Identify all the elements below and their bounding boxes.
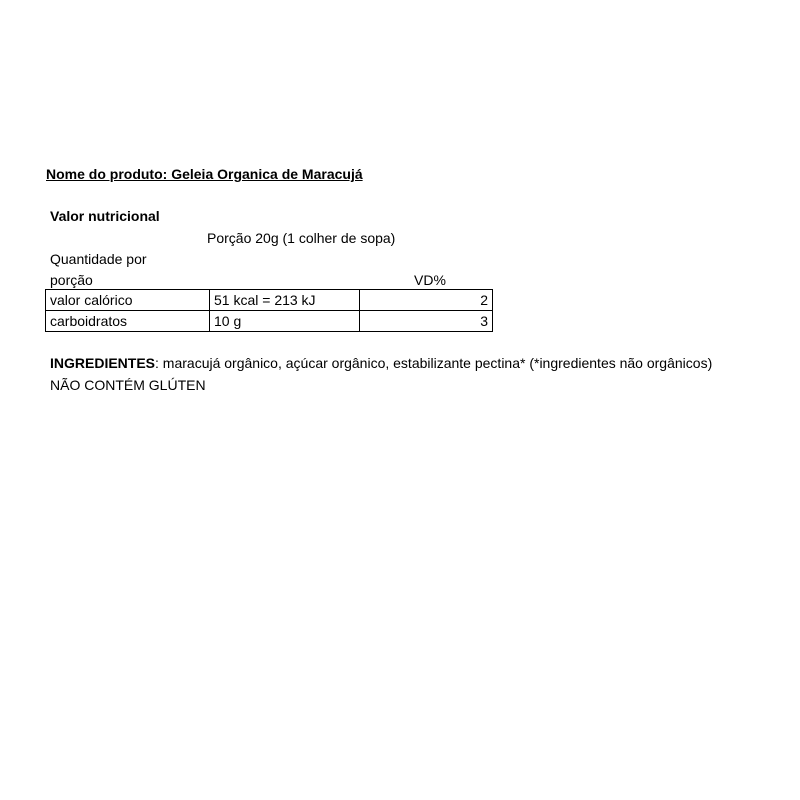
nutrient-vd: 2 [360,290,493,311]
nutrient-name: valor calórico [46,290,210,311]
nutrient-name: carboidratos [46,311,210,332]
vd-column-header: VD% [414,272,446,288]
table-row [46,311,493,332]
serving-size: Porção 20g (1 colher de sopa) [207,230,396,246]
nutrition-table [45,289,493,332]
nutrition-heading: Valor nutricional [50,208,160,224]
quantity-label-line2: porção [50,272,93,288]
ingredients-line [50,355,712,371]
nutrient-amount: 51 kcal = 213 kJ [210,290,360,311]
table-row [46,290,493,311]
nutrient-vd: 3 [360,311,493,332]
ingredients-text: : maracujá orgânico, açúcar orgânico, estabilizante pectina* (*ingredientes não orgânicos) [155,355,713,371]
quantity-label-line1: Quantidade por [50,251,147,267]
gluten-notice: NÃO CONTÉM GLÚTEN [50,377,206,393]
nutrient-amount: 10 g [210,311,360,332]
product-title: Nome do produto: Geleia Organica de Maracujá [46,166,363,182]
ingredients-label: INGREDIENTES [50,355,156,371]
